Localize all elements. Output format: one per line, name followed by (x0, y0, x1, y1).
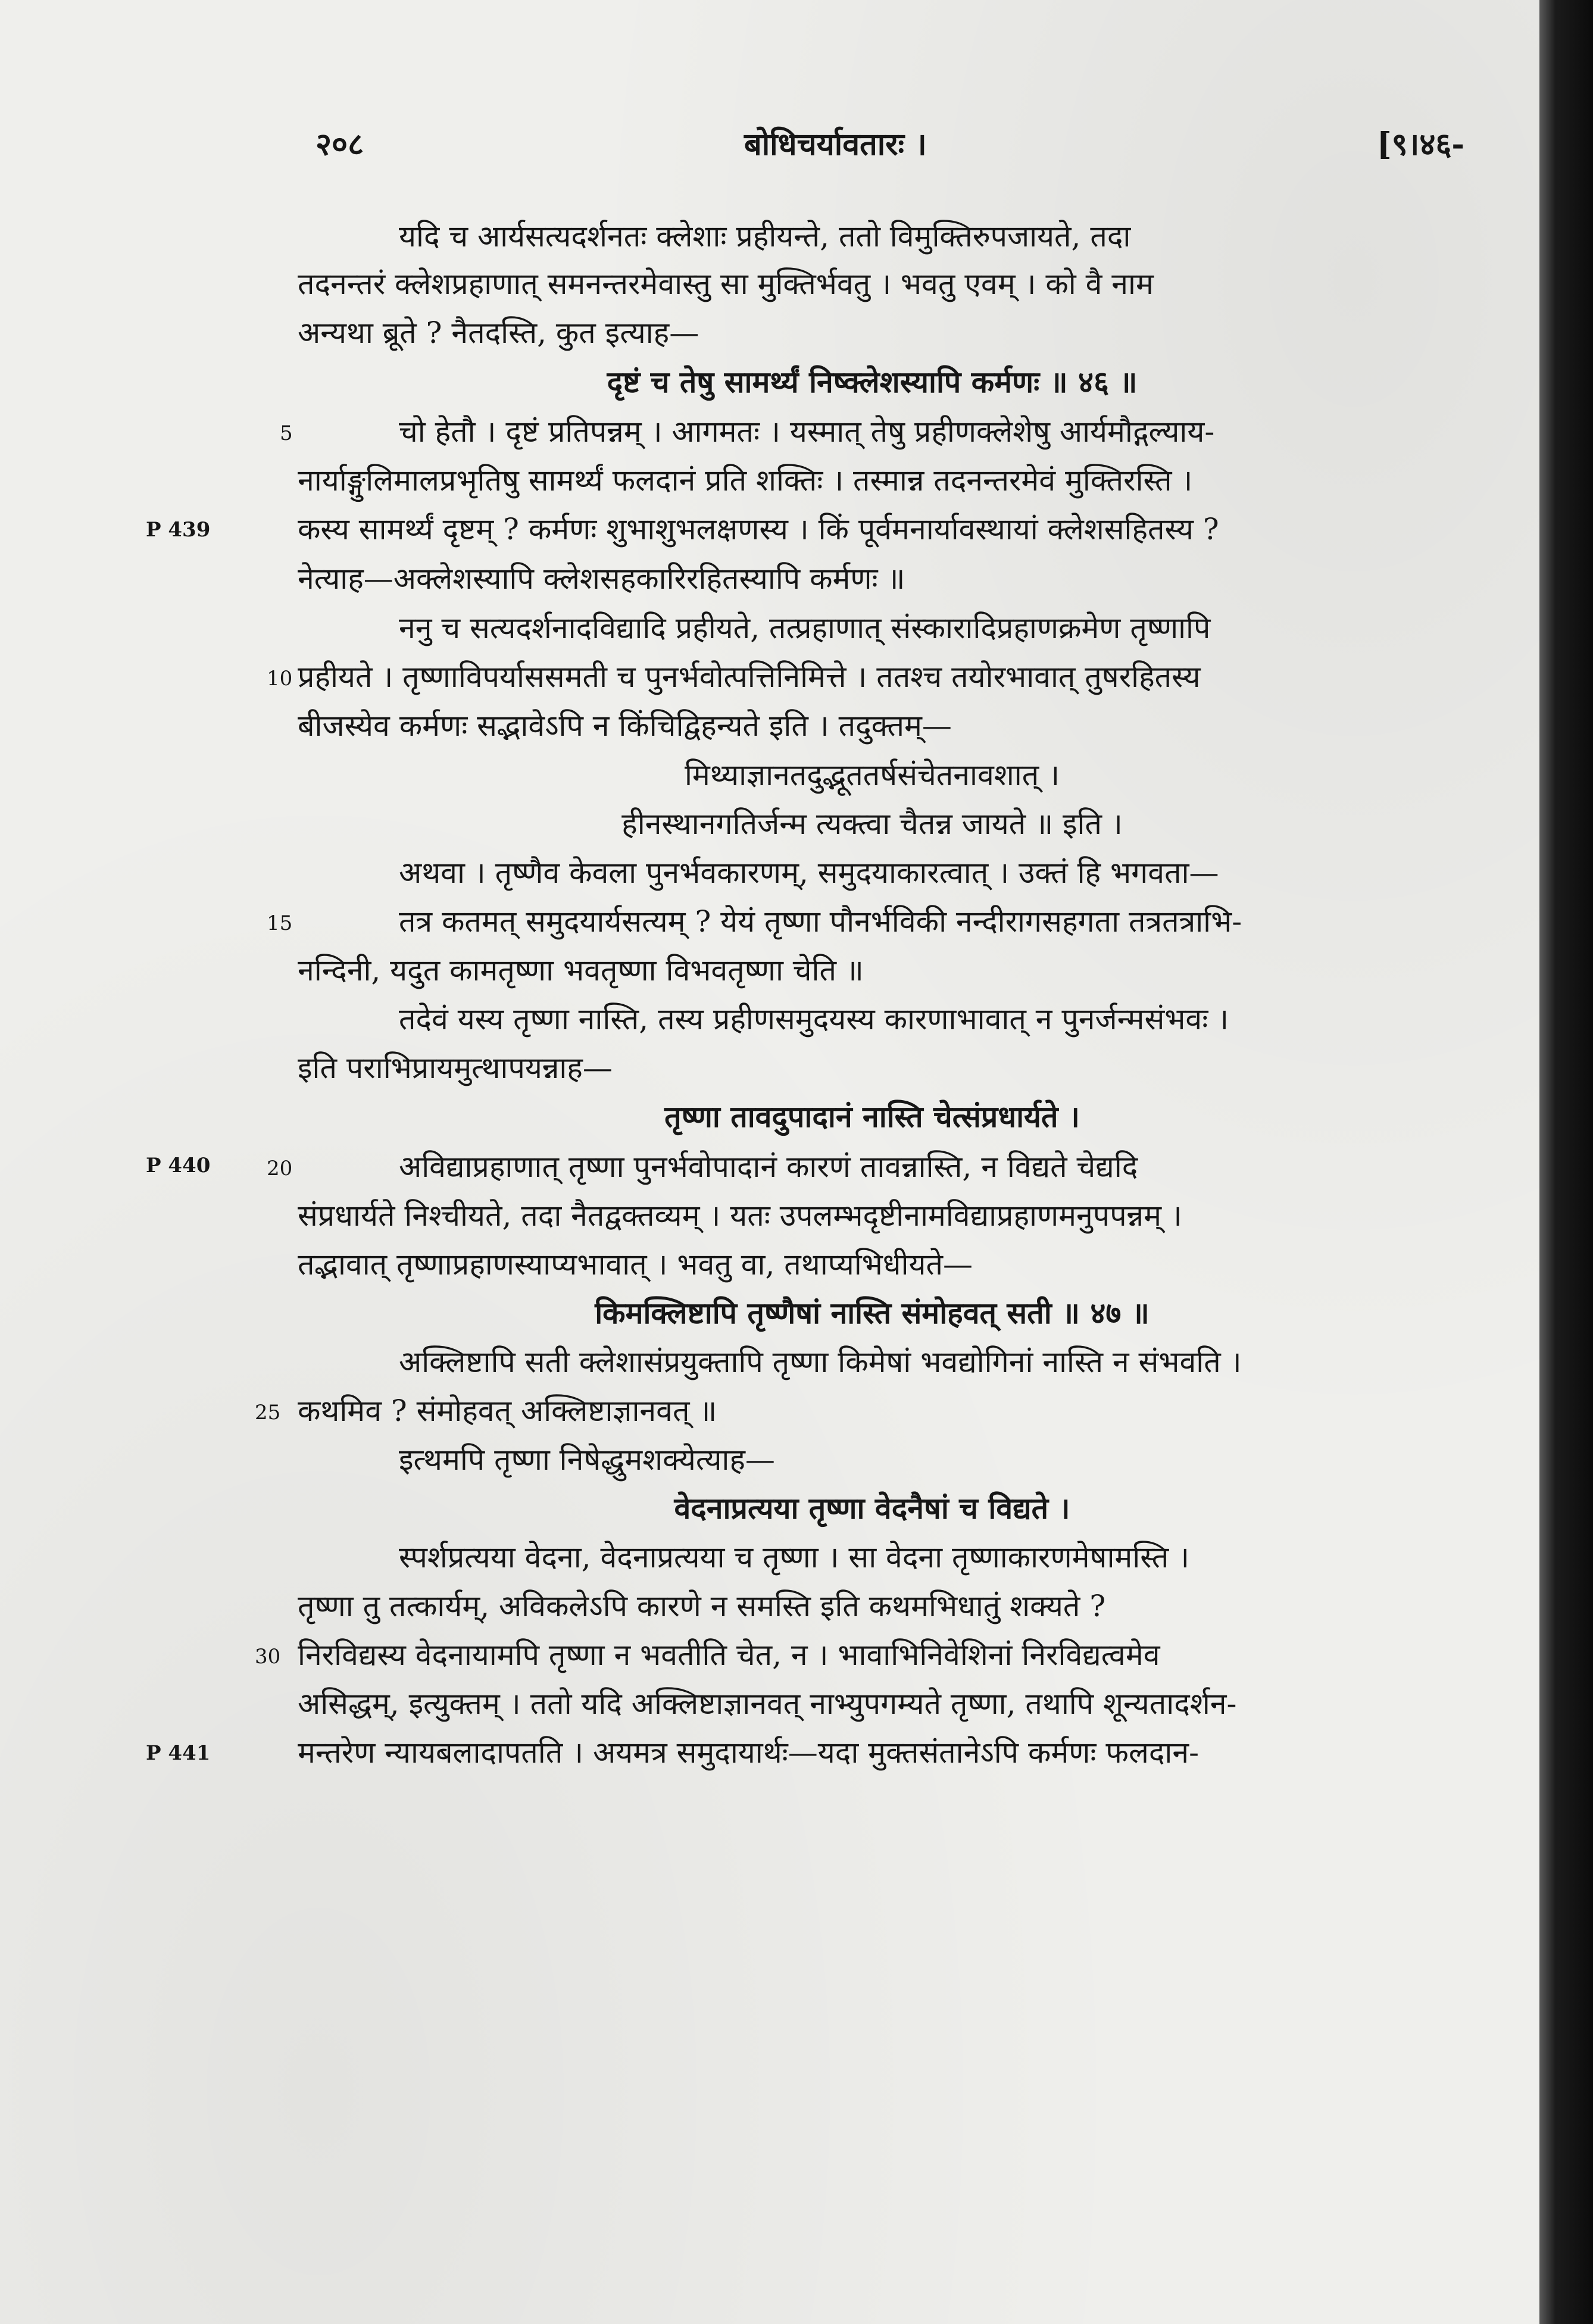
text-line: यदि च आर्यसत्यदर्शनतः क्लेशाः प्रहीयन्ते, ततो विमुक्तिरुपजायते, तदा (399, 219, 1131, 254)
line-number: 10 (267, 667, 293, 691)
text-line: निरविद्यस्य वेदनायामपि तृष्णा न भवतीति चेत, न । भावाभिनिवेशिनां निरविद्यत्वमेव (298, 1638, 1160, 1672)
line-number: 25 (255, 1401, 281, 1425)
verse-line: किमक्लिष्टापि तृष्णैषां नास्ति संमोहवत् सती ॥ ४७ ॥ (595, 1295, 1150, 1330)
line-number: 15 (267, 911, 293, 935)
text-line: ननु च सत्यदर्शनादविद्यादि प्रहीयते, तत्प्रहाणात् संस्कारादिप्रहाणक्रमेण तृष्णापि (399, 611, 1211, 645)
text-line: कथमिव ? संमोहवत् अक्लिष्टाज्ञानवत् ॥ (298, 1394, 717, 1428)
quote-line: मिथ्याज्ञानतदुद्भूततर्षसंचेतनावशात् । (684, 758, 1060, 792)
text-line: मन्तरेण न्यायबलादापतति । अयमत्र समुदायार्थः—यदा मुक्तसंतानेऽपि कर्मणः फलदान- (298, 1735, 1199, 1770)
line-number: 30 (255, 1645, 281, 1669)
text-line: कस्य सामर्थ्यं दृष्टम् ? कर्मणः शुभाशुभलक्षणस्य । किं पूर्वमनार्यावस्थायां क्लेशसहितस्य ? (298, 512, 1219, 546)
text-line: असिद्धम्, इत्युक्तम् । ततो यदि अक्लिष्टाज्ञानवत् नाभ्युपगम्यते तृष्णा, तथापि शून्यतादर्शन- (298, 1686, 1237, 1721)
text-line: तद्भावात् तृष्णाप्रहाणस्याप्यभावात् । भवतु वा, तथाप्यभिधीयते— (298, 1247, 973, 1282)
book-binding-shadow (1539, 0, 1593, 2324)
line-number: 20 (267, 1157, 293, 1180)
text-line: चो हेतौ । दृष्टं प्रतिपन्नम् । आगमतः । यस्मात् तेषु प्रहीणक्लेशेषु आर्यमौद्गल्याय- (399, 414, 1215, 449)
line-number: 5 (280, 421, 293, 445)
margin-page-ref: P 441 (146, 1741, 211, 1765)
text-line: तृष्णा तु तत्कार्यम्, अविकलेऽपि कारणे न समस्ति इति कथमभिधातुं शक्यते ? (298, 1589, 1106, 1623)
text-line: अथवा । तृष्णैव केवला पुनर्भवकारणम्, समुदयाकारत्वात् । उक्तं हि भगवता— (399, 855, 1219, 890)
section-reference: [९।४६- (1376, 126, 1464, 163)
verse-line: दृष्टं च तेषु सामर्थ्यं निष्क्लेशस्यापि कर्मणः ॥ ४६ ॥ (607, 364, 1138, 399)
text-line: इत्थमपि तृष्णा निषेद्धुमशक्येत्याह— (399, 1442, 775, 1477)
text-line: प्रहीयते । तृष्णाविपर्याससमती च पुनर्भवोत्पत्तिनिमित्ते । ततश्च तयोरभावात् तुषरहितस्य (298, 660, 1201, 694)
text-line: नेत्याह—अक्लेशस्यापि क्लेशसहकारिरहितस्यापि कर्मणः ॥ (298, 561, 905, 596)
verse-line: वेदनाप्रत्यया तृष्णा वेदनैषां च विद्यते । (674, 1491, 1070, 1526)
quote-line: हीनस्थानगतिर्जन्म त्यक्त्वा चैतन्न जायते ॥ इति । (621, 807, 1123, 841)
running-title: बोधिचर्यावतारः । (744, 126, 927, 163)
text-line: नार्याङ्गुलिमालप्रभृतिषु सामर्थ्यं फलदानं प्रति शक्तिः । तस्मान्न तदनन्तरमेवं मुक्तिरस्ति । (298, 463, 1193, 498)
margin-page-ref: P 440 (146, 1154, 211, 1177)
text-line: स्पर्शप्रत्यया वेदना, वेदनाप्रत्यया च तृष्णा । सा वेदना तृष्णाकारणमेषामस्ति । (399, 1540, 1190, 1575)
page-number: २०८ (316, 126, 364, 163)
text-line: तदेवं यस्य तृष्णा नास्ति, तस्य प्रहीणसमुदयस्य कारणाभावात् न पुनर्जन्मसंभवः । (399, 1002, 1229, 1036)
text-line: नन्दिनी, यदुत कामतृष्णा भवतृष्णा विभवतृष्णा चेति ॥ (298, 953, 864, 988)
text-line: बीजस्येव कर्मणः सद्भावेऽपि न किंचिद्विहन्यते इति । तदुक्तम्— (298, 708, 952, 743)
text-line: अक्लिष्टापि सती क्लेशासंप्रयुक्तापि तृष्णा किमेषां भवद्योगिनां नास्ति न संभवति । (399, 1345, 1242, 1379)
text-line: अन्यथा ब्रूते ? नैतदस्ति, कुत इत्याह— (298, 316, 699, 350)
text-line: अविद्याप्रहाणात् तृष्णा पुनर्भवोपादानं कारणं तावन्नास्ति, न विद्यते चेद्यदि (399, 1149, 1138, 1184)
text-line: इति पराभिप्रायमुत्थापयन्नाह— (298, 1051, 613, 1085)
text-line: तदनन्तरं क्लेशप्रहाणात् समनन्तरमेवास्तु सा मुक्तिर्भवतु । भवतु एवम् । को वै नाम (298, 267, 1154, 301)
text-line: संप्रधार्यते निश्चीयते, तदा नैतद्वक्तव्यम् । यतः उपलम्भदृष्टीनामविद्याप्रहाणमनुपपन्नम् । (298, 1198, 1182, 1233)
text-line: तत्र कतमत् समुदयार्यसत्यम् ? येयं तृष्णा पौनर्भविकी नन्दीरागसहगता तत्रतत्राभि- (399, 904, 1242, 939)
page-header (298, 122, 1464, 170)
margin-page-ref: P 439 (146, 518, 211, 542)
verse-line: तृष्णा तावदुपादानं नास्ति चेत्संप्रधार्यते । (664, 1099, 1080, 1134)
